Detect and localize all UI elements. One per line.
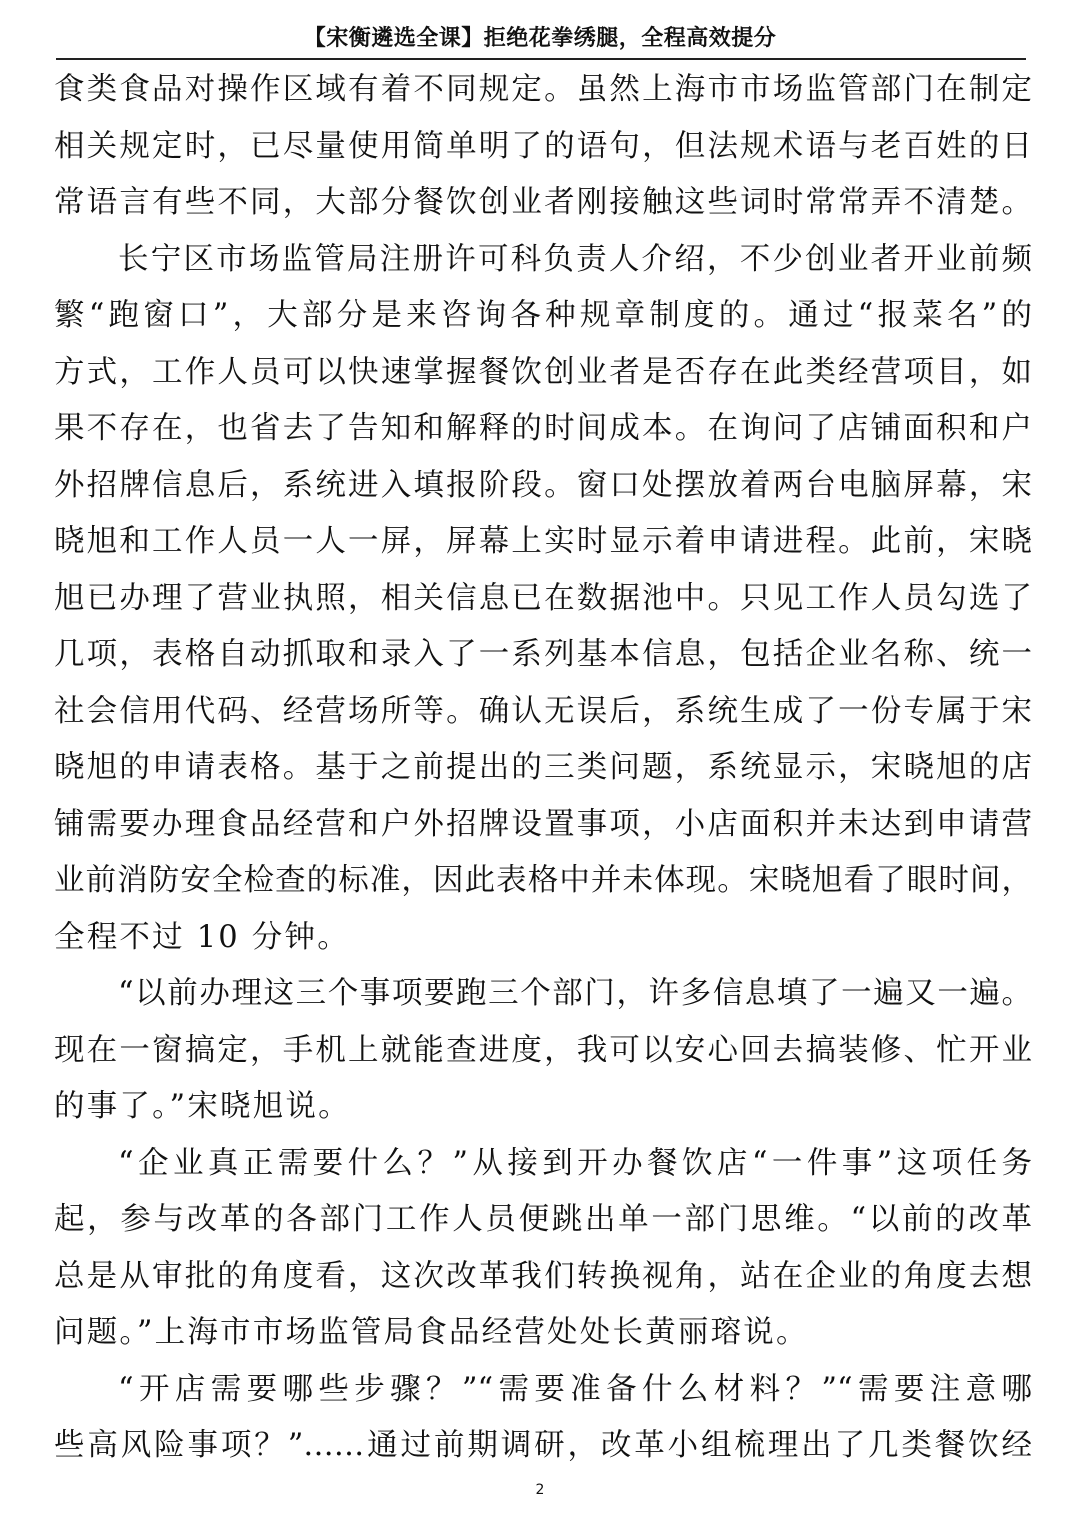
text-line: 几项，表格自动抓取和录入了一系列基本信息，包括企业名称、统一	[54, 637, 1032, 672]
text-line: 繁“跑窗口”，大部分是来咨询各种规章制度的。通过“报菜名”的	[54, 298, 1032, 333]
text-line: 的事了。”宋晓旭说。	[54, 1089, 351, 1124]
text-line: 晓旭的申请表格。基于之前提出的三类问题，系统显示，宋晓旭的店	[54, 750, 1032, 785]
text-line: 业前消防安全检查的标准，因此表格中并未体现。宋晓旭看了眼时间，	[54, 863, 1032, 898]
text-line: 晓旭和工作人员一人一屏，屏幕上实时显示着申请进程。此前，宋晓	[54, 524, 1032, 559]
text-line: 总是从审批的角度看，这次改革我们转换视角，站在企业的角度去想	[54, 1258, 1032, 1294]
header-divider	[56, 58, 1026, 60]
text-line: 常语言有些不同，大部分餐饮创业者刚接触这些词时常常弄不清楚。	[54, 185, 1032, 220]
text-line: 铺需要办理食品经营和户外招牌设置事项，小店面积并未达到申请营	[54, 806, 1032, 842]
text-line: 食类食品对操作区域有着不同规定。虽然上海市市场监管部门在制定	[54, 72, 1032, 107]
text-line: 现在一窗搞定，手机上就能查进度，我可以安心回去搞装修、忙开业	[54, 1032, 1032, 1068]
document-body	[54, 62, 1032, 1475]
text-line: “企业真正需要什么？”从接到开办餐饮店“一件事”这项任务	[118, 1145, 1032, 1181]
text-line: 旭已办理了营业执照，相关信息已在数据池中。只见工作人员勾选了	[54, 580, 1032, 616]
text-line: 起，参与改革的各部门工作人员便跳出单一部门思维。“以前的改革	[54, 1202, 1032, 1237]
text-line: 长宁区市场监管局注册许可科负责人介绍，不少创业者开业前频	[118, 241, 1032, 277]
text-line: 问题。”上海市市场监管局食品经营处处长黄丽瑢说。	[54, 1315, 809, 1350]
text-line: 外招牌信息后，系统进入填报阶段。窗口处摆放着两台电脑屏幕，宋	[54, 467, 1032, 503]
page-number: 2	[535, 1482, 545, 1498]
text-line: “开店需要哪些步骤？”“需要准备什么材料？”“需要注意哪	[118, 1371, 1032, 1407]
text-line: “以前办理这三个事项要跑三个部门，许多信息填了一遍又一遍。	[118, 976, 1032, 1011]
text-line: 果不存在，也省去了告知和解释的时间成本。在询问了店铺面积和户	[54, 411, 1032, 446]
text-line: 相关规定时，已尽量使用简单明了的语句，但法规术语与老百姓的日	[54, 128, 1032, 164]
text-line: 社会信用代码、经营场所等。确认无误后，系统生成了一份专属于宋	[54, 693, 1032, 729]
text-line: 全程不过 10 分钟。	[54, 919, 350, 955]
text-line: 方式，工作人员可以快速掌握餐饮创业者是否存在此类经营项目，如	[54, 354, 1032, 390]
document-header: 【宋衡遴选全课】拒绝花拳绣腿，全程高效提分	[303, 26, 777, 51]
text-line: 些高风险事项？”……通过前期调研，改革小组梳理出了几类餐饮经	[54, 1428, 1032, 1463]
